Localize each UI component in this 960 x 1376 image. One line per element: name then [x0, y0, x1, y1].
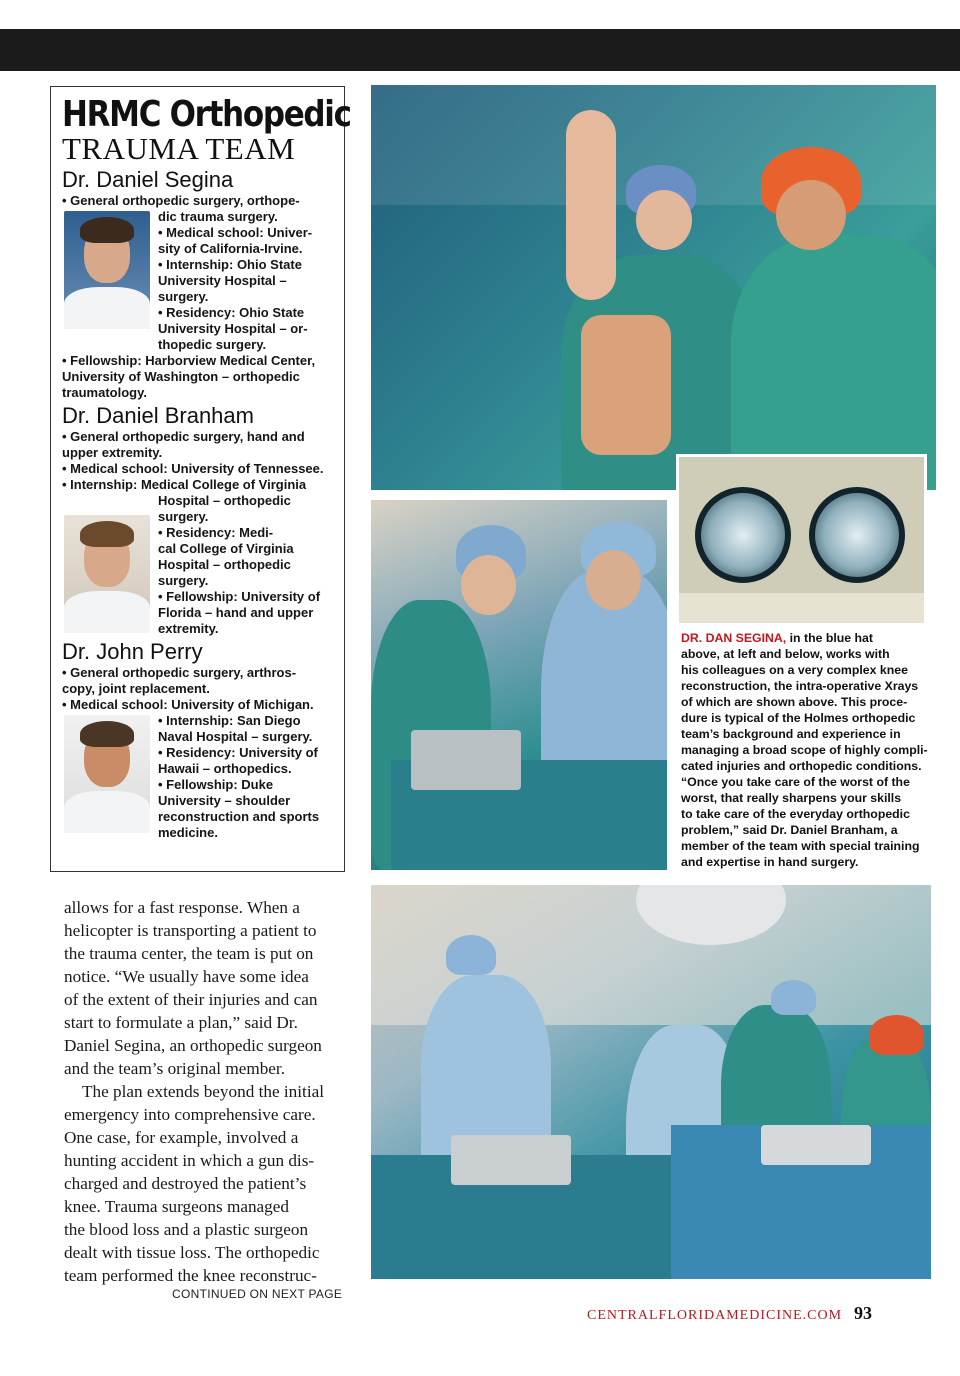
- bio-line: University – shoulder: [158, 793, 291, 808]
- body-line: helicopter is transporting a patient to: [64, 921, 317, 940]
- bio-line: • Residency: University of: [158, 745, 318, 760]
- caption-line: reconstruction, the intra-operative Xrays: [681, 679, 919, 693]
- caption-line: problem,” said Dr. Daniel Branham, a: [681, 823, 898, 837]
- bio-line: reconstruction and sports: [158, 809, 320, 824]
- bio-line: • Residency: Ohio State: [158, 305, 305, 320]
- caption-line: “Once you take care of the worst of the: [681, 775, 910, 789]
- body-line: The plan extends beyond the initial: [82, 1082, 324, 1101]
- body-line: the trauma center, the team is put on: [64, 944, 314, 963]
- bio-line: Hospital – orthopedic: [158, 557, 291, 572]
- caption-line: his colleagues on a very complex knee: [681, 663, 908, 677]
- bio-line: surgery.: [158, 509, 209, 524]
- bio-line: sity of California-Irvine.: [158, 241, 303, 256]
- bio-line: surgery.: [158, 289, 209, 304]
- body-line: team performed the knee reconstruc-: [64, 1266, 317, 1285]
- xray-monitor-photo: [676, 454, 927, 626]
- surgery-photo-top: [371, 85, 936, 490]
- caption-line: dure is typical of the Holmes orthopedic: [681, 711, 916, 725]
- bio-line: Naval Hospital – surgery.: [158, 729, 313, 744]
- bio-line: • Medical school: University of Tennessee.: [62, 461, 324, 476]
- surgery-photo-middle: [371, 500, 667, 870]
- doctor-name-segina: Dr. Daniel Segina: [62, 167, 234, 192]
- article-body: [64, 896, 349, 1287]
- continued-notice: CONTINUED ON NEXT PAGE: [172, 1287, 343, 1301]
- bio-line: • Internship: Ohio State: [158, 257, 302, 272]
- bio-line: • Medical school: University of Michigan.: [62, 697, 314, 712]
- body-line: hunting accident in which a gun dis-: [64, 1151, 315, 1170]
- doctor-bio-perry: [62, 665, 334, 841]
- bio-line: University Hospital – or-: [158, 321, 308, 336]
- body-line: charged and destroyed the patient’s: [64, 1174, 307, 1193]
- bio-line: • General orthopedic surgery, arthros-: [62, 665, 297, 680]
- trauma-team-sidebar: [50, 86, 351, 872]
- doctor-name-branham: Dr. Daniel Branham: [62, 403, 254, 428]
- body-line: notice. “We usually have some idea: [64, 967, 309, 986]
- bio-line: • Medical school: Univer-: [158, 225, 313, 240]
- bio-line: dic trauma surgery.: [158, 209, 278, 224]
- bio-line: Hawaii – orthopedics.: [158, 761, 292, 776]
- bio-line: University Hospital –: [158, 273, 287, 288]
- caption-line: worst, that really sharpens your skills: [681, 791, 902, 805]
- caption-lead: DR. DAN SEGINA,: [681, 631, 787, 645]
- bio-line: Florida – hand and upper: [158, 605, 314, 620]
- body-line: start to formulate a plan,” said Dr.: [64, 1013, 298, 1032]
- bio-line: medicine.: [158, 825, 218, 840]
- body-line: emergency into comprehensive care.: [64, 1105, 316, 1124]
- branham-portrait: [64, 515, 150, 633]
- segina-portrait: [64, 211, 150, 329]
- bio-line: • General orthopedic surgery, orthope-: [62, 193, 300, 208]
- bio-line: thopedic surgery.: [158, 337, 267, 352]
- bio-line: copy, joint replacement.: [62, 681, 210, 696]
- bio-line: • Fellowship: Duke: [158, 777, 274, 792]
- body-line: dealt with tissue loss. The orthopedic: [64, 1243, 320, 1262]
- caption-line: member of the team with special training: [681, 839, 920, 853]
- body-line: Daniel Segina, an orthopedic surgeon: [64, 1036, 322, 1055]
- footer-website: CENTRALFLORIDAMEDICINE.COM: [587, 1308, 843, 1323]
- caption-line: above, at left and below, works with: [681, 647, 890, 661]
- caption-line: in the blue hat: [786, 631, 873, 645]
- bio-line: • Residency: Medi-: [158, 525, 274, 540]
- bio-line: • Internship: Medical College of Virginia: [62, 477, 307, 492]
- caption-line: of which are shown above. This proce-: [681, 695, 908, 709]
- header-bar: [0, 29, 960, 71]
- bio-line: extremity.: [158, 621, 219, 636]
- caption-line: to take care of the everyday orthopedic: [681, 807, 910, 821]
- sidebar-subtitle: TRAUMA TEAM: [62, 131, 296, 166]
- page-number: 93: [854, 1303, 872, 1323]
- doctor-bio-segina: [62, 193, 334, 401]
- body-line: and the team’s original member.: [64, 1059, 285, 1078]
- bio-line: • Fellowship: University of: [158, 589, 321, 604]
- photo-caption: [681, 630, 936, 870]
- bio-line: • Fellowship: Harborview Medical Center,: [62, 353, 316, 368]
- caption-line: cated injuries and orthopedic conditions.: [681, 759, 922, 773]
- body-line: of the extent of their injuries and can: [64, 990, 318, 1009]
- body-line: allows for a fast response. When a: [64, 898, 300, 917]
- doctor-name-perry: Dr. John Perry: [62, 639, 203, 664]
- bio-line: Hospital – orthopedic: [158, 493, 291, 508]
- bio-line: surgery.: [158, 573, 209, 588]
- doctor-bio-branham: [62, 429, 334, 637]
- body-line: the blood loss and a plastic surgeon: [64, 1220, 309, 1239]
- surgery-photo-bottom: [371, 885, 931, 1279]
- caption-line: team’s background and experience in: [681, 727, 901, 741]
- bio-line: • Internship: San Diego: [158, 713, 301, 728]
- bio-line: University of Washington – orthopedic: [62, 369, 300, 384]
- bio-line: traumatology.: [62, 385, 147, 400]
- sidebar-title: HRMC Orthopedic: [62, 94, 351, 135]
- perry-portrait: [64, 715, 150, 833]
- bio-line: upper extremity.: [62, 445, 163, 460]
- caption-line: managing a broad scope of highly compli-: [681, 743, 928, 757]
- body-line: One case, for example, involved a: [64, 1128, 299, 1147]
- body-line: knee. Trauma surgeons managed: [64, 1197, 289, 1216]
- caption-line: and expertise in hand surgery.: [681, 855, 859, 869]
- bio-line: cal College of Virginia: [158, 541, 294, 556]
- bio-line: • General orthopedic surgery, hand and: [62, 429, 305, 444]
